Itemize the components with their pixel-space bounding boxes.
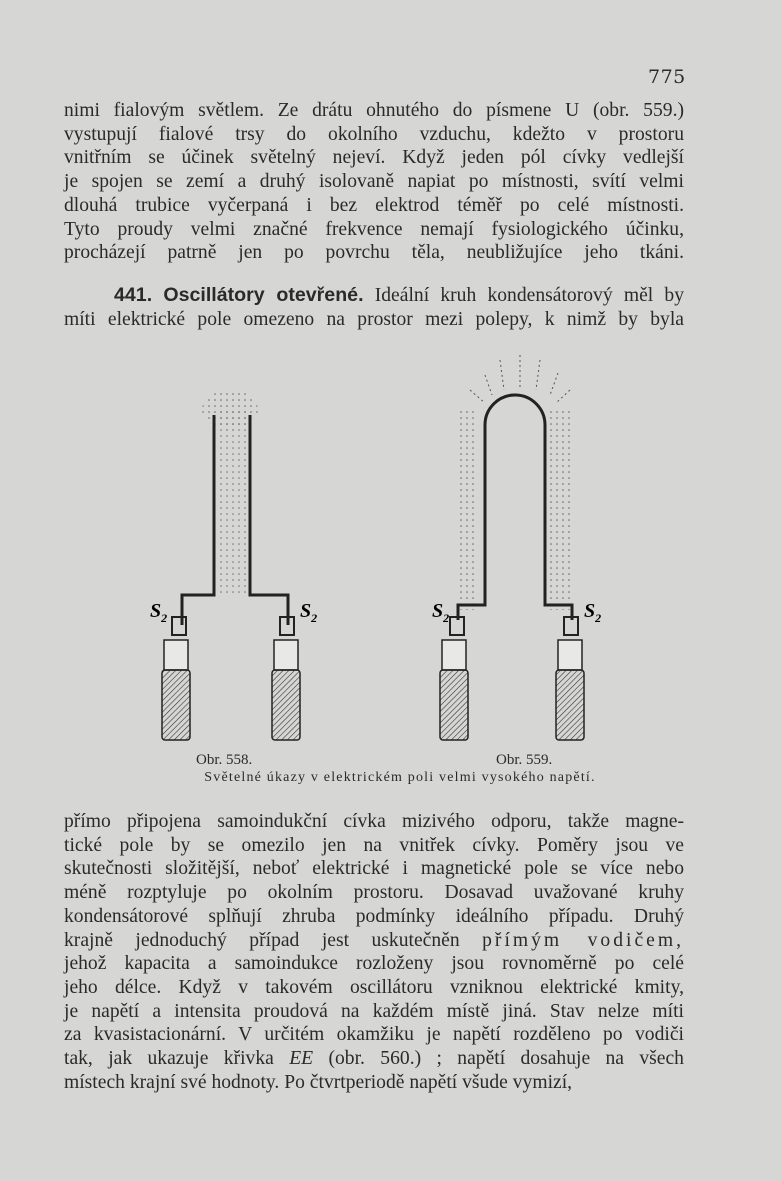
text-line: procházejí patrně jen po povrchu těla, neubližujíce jeho tkáni.	[64, 242, 684, 264]
text-line: skutečnosti složitější, neboť elektrické i magnetické pole se více nebo	[64, 858, 684, 880]
bottom-paragraph	[64, 810, 684, 1094]
text-line: přímo připojena samoindukční cívka mizivého odporu, takže magne-	[64, 811, 684, 832]
figure-559	[432, 355, 601, 740]
text-line: míti elektrické pole omezeno na prostor mezi polepy, k nimž by byla	[64, 308, 684, 330]
electrode-handle	[556, 670, 584, 740]
text-line: nimi fialovým světlem. Ze drátu ohnutého do písmene U (obr. 559.)	[64, 100, 684, 121]
figure-label-558: Obr. 558.	[196, 752, 253, 768]
electrode-neck	[442, 640, 466, 670]
emphasis-spaced: přímým vodičem,	[482, 929, 685, 951]
section-paragraph	[64, 284, 684, 331]
text-line: za kvasistacionární. V určitém okamžiku je napětí rozděleno po vodiči	[64, 1024, 684, 1046]
text-line: vystupují fialové trsy do okolního vzduchu, kdežto v prostoru	[64, 123, 684, 145]
text-line: Tyto proudy velmi značné frekvence nemají fysiologického účinku,	[64, 218, 684, 240]
text-line: je spojen se zemí a druhý isolovaně napiat po místnosti, svítí velmi	[64, 171, 684, 193]
clamp	[172, 617, 186, 635]
text-line: místech krajní své hodnoty. Po čtvrtperiodě napětí všude vymizí,	[64, 1071, 573, 1093]
electrode-label: $S_2$	[584, 600, 602, 625]
discharge-glow	[216, 410, 246, 595]
text-line: vnitřním se účinek světelný nejeví. Když jeden pól cívky vedlejší	[64, 147, 684, 169]
wire-left	[182, 415, 214, 625]
figure-illustration	[140, 355, 660, 755]
electrode-handle	[162, 670, 190, 740]
electrode-neck	[164, 640, 188, 670]
section-heading-line	[64, 284, 684, 308]
text-span: tak, jak ukazuje křivka	[64, 1048, 274, 1070]
page-number: 775	[648, 66, 686, 88]
electrode-label: $S_2$	[300, 600, 318, 625]
text-line: dlouhá trubice vyčerpaná i bez elektrod téměř po celé místnosti.	[64, 194, 684, 216]
text-span: krajně jednoduchý případ jest uskutečněn	[64, 929, 460, 951]
text-line: méně rozptyluje po okolním prostoru. Dosavad uvažované kruhy	[64, 882, 684, 904]
text-line	[64, 1047, 684, 1071]
top-paragraph	[64, 99, 684, 265]
text-line	[64, 929, 684, 953]
text-line: jeho délce. Když v takovém oscillátoru vzniknou elektrické kmity,	[64, 976, 684, 998]
electrode-label: $S_2$	[432, 600, 450, 625]
section-title: Oscillátory otevřené.	[163, 284, 364, 306]
electrode-neck	[558, 640, 582, 670]
section-number: 441.	[114, 284, 153, 306]
figure-label-559: Obr. 559.	[496, 752, 553, 768]
text-span: (obr. 560.) ; napětí dosahuje na všech	[328, 1048, 684, 1070]
text-line: tické pole by se omezilo jen na vnitřek cívky. Poměry jsou ve	[64, 834, 684, 856]
electrode-handle	[272, 670, 300, 740]
discharge-glow	[550, 410, 572, 610]
figure-caption: Světelné úkazy v elektrickém poli velmi vysokého napětí.	[204, 770, 596, 785]
italic-symbol: EE	[289, 1048, 314, 1070]
text-line: jehož kapacita a samoindukce rozloženy jsou rovnoměrně po celé	[64, 953, 684, 975]
discharge-glow	[456, 410, 478, 610]
text-line: kondensátorové splňují zhruba podmínky ideálního případu. Druhý	[64, 905, 684, 927]
electrode-handle	[440, 670, 468, 740]
figure-558	[150, 390, 317, 740]
electrode-label: $S_2$	[150, 600, 168, 625]
text-span: Ideální kruh kondensátorový měl by	[374, 285, 685, 306]
wire-right	[250, 415, 288, 625]
electrode-neck	[274, 640, 298, 670]
text-line: je napětí a intensita proudová na každém místě jiná. Stav nelze míti	[64, 1000, 684, 1022]
